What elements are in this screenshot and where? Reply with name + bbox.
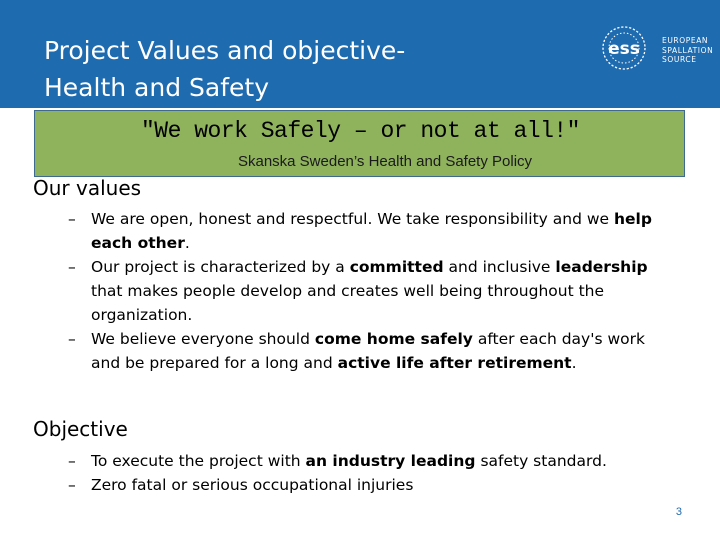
ess-logo-text	[662, 36, 713, 65]
dash-bullet: –	[68, 476, 76, 494]
list-item	[68, 255, 678, 327]
safety-quote: "We work Safely – or not at all!"	[141, 118, 580, 144]
list-bold-text: help each other	[91, 210, 652, 252]
list-bold-text: committed	[349, 258, 444, 276]
list-item	[68, 327, 678, 375]
dash-bullet: –	[68, 210, 76, 228]
list-text: We believe everyone should	[91, 330, 315, 348]
list-text: after each day's work and be prepared for a long and	[91, 330, 646, 372]
list-bold-text: an industry leading	[305, 452, 476, 470]
slide-header	[0, 0, 720, 108]
list-bold-text: active life after retirement	[337, 354, 572, 372]
dash-bullet: –	[68, 452, 76, 470]
values-heading: Our values	[33, 176, 142, 200]
list-item	[68, 449, 678, 473]
list-text: .	[184, 234, 190, 252]
ess-logo	[594, 22, 714, 74]
slide-title-line-1: Project Values and objective-	[44, 36, 406, 65]
page-number: 3	[675, 506, 682, 518]
list-text: To execute the project with	[91, 452, 306, 470]
slide-title-line-2: Health and Safety	[44, 73, 269, 102]
dash-bullet: –	[68, 258, 76, 276]
list-text: .	[571, 354, 577, 372]
quote-source: Skanska Sweden’s Health and Safety Policy	[237, 153, 533, 170]
list-text: We are open, honest and respectful. We take responsibility and we	[91, 210, 614, 228]
ess-logo-line-1: EUROPEAN	[662, 36, 709, 45]
dash-bullet: –	[68, 330, 76, 348]
list-text: and inclusive	[443, 258, 556, 276]
list-text: that makes people develop and creates well being throughout the organization.	[91, 282, 605, 324]
safety-quote-callout	[34, 110, 685, 177]
slide-title	[44, 32, 504, 106]
list-text: Zero fatal or serious occupational injuries	[91, 476, 414, 494]
list-text: Our project is characterized by a	[91, 258, 350, 276]
list-bold-text: leadership	[555, 258, 648, 276]
list-bold-text: come home safely	[314, 330, 473, 348]
list-item	[68, 207, 678, 255]
list-item	[68, 473, 678, 497]
ess-logo-line-3: SOURCE	[662, 55, 697, 64]
values-list	[68, 207, 678, 375]
ess-logo-line-2: SPALLATION	[662, 45, 714, 55]
list-text: safety standard.	[475, 452, 607, 470]
ess-logo-mark-icon	[594, 22, 656, 74]
ess-logo-mark-text: ess	[608, 39, 640, 59]
objective-list	[68, 449, 678, 497]
objective-heading: Objective	[33, 417, 128, 441]
